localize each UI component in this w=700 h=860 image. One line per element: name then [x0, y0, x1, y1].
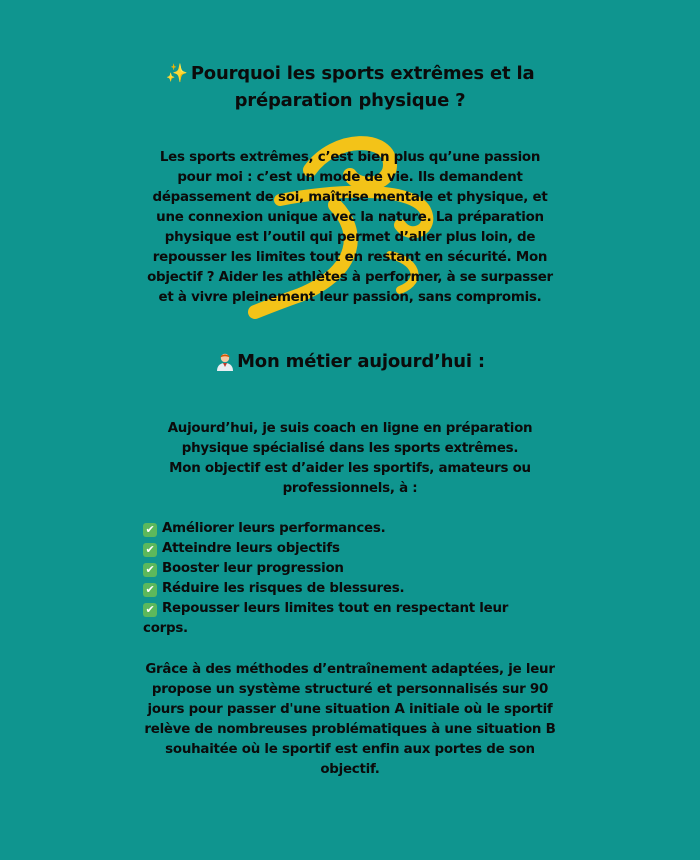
checkmark-icon: ✔ — [143, 523, 157, 537]
job-intro-line1: Aujourd’hui, je suis coach en ligne en préparation physique spécialisé dans les sports extrêmes. — [167, 421, 533, 456]
section-title-job-text: Mon métier aujourd’hui : — [237, 351, 485, 372]
why-paragraph: Les sports extrêmes, c’est bien plus qu’une passion pour moi : c’est un mode de vie. Ils demandent dépassement de soi, maîtrise mentale et physique, et une connexion unique avec la nature. La préparation physique est l’outil qui permet d’aller plus loin, de repousser les limites tout en restant en sécurité. Mon objectif ? Aider les athlètes à performer, à se surpasser et à vivre pleinement leur passion, sans compromis. — [147, 150, 553, 305]
job-intro — [150, 419, 550, 499]
checkmark-icon: ✔ — [143, 563, 157, 577]
section-title-why — [140, 60, 560, 114]
checklist-item: ✔ Améliorer leurs performances. — [143, 519, 543, 539]
goals-checklist — [143, 519, 543, 639]
checklist-item: ✔ Réduire les risques de blessures. — [143, 579, 543, 599]
checklist-item: ✔ Atteindre leurs objectifs — [143, 539, 543, 559]
job-intro-line2: Mon objectif est d’aider les sportifs, amateurs ou professionnels, à : — [169, 461, 531, 496]
checkmark-icon: ✔ — [143, 583, 157, 597]
checklist-item: ✔ Repousser leurs limites tout en respectant leur corps. — [143, 601, 509, 636]
office-worker-icon — [215, 351, 235, 371]
closing-paragraph: Grâce à des méthodes d’entraînement adaptées, je leur propose un système structuré et personnalisés sur 90 jours pour passer d'une situation A initiale où le sportif relève de nombreuses problématiques à une situation B souhaitée où le sportif est enfin aux portes de son objectif. — [144, 662, 556, 777]
checkmark-icon: ✔ — [143, 603, 157, 617]
sparkles-icon: ✨ — [165, 63, 188, 84]
section-title-job — [140, 348, 560, 375]
section-title-why-text: Pourquoi les sports extrêmes et la préparation physique ? — [190, 63, 535, 111]
checkmark-icon: ✔ — [143, 543, 157, 557]
checklist-item: ✔ Booster leur progression — [143, 559, 543, 579]
